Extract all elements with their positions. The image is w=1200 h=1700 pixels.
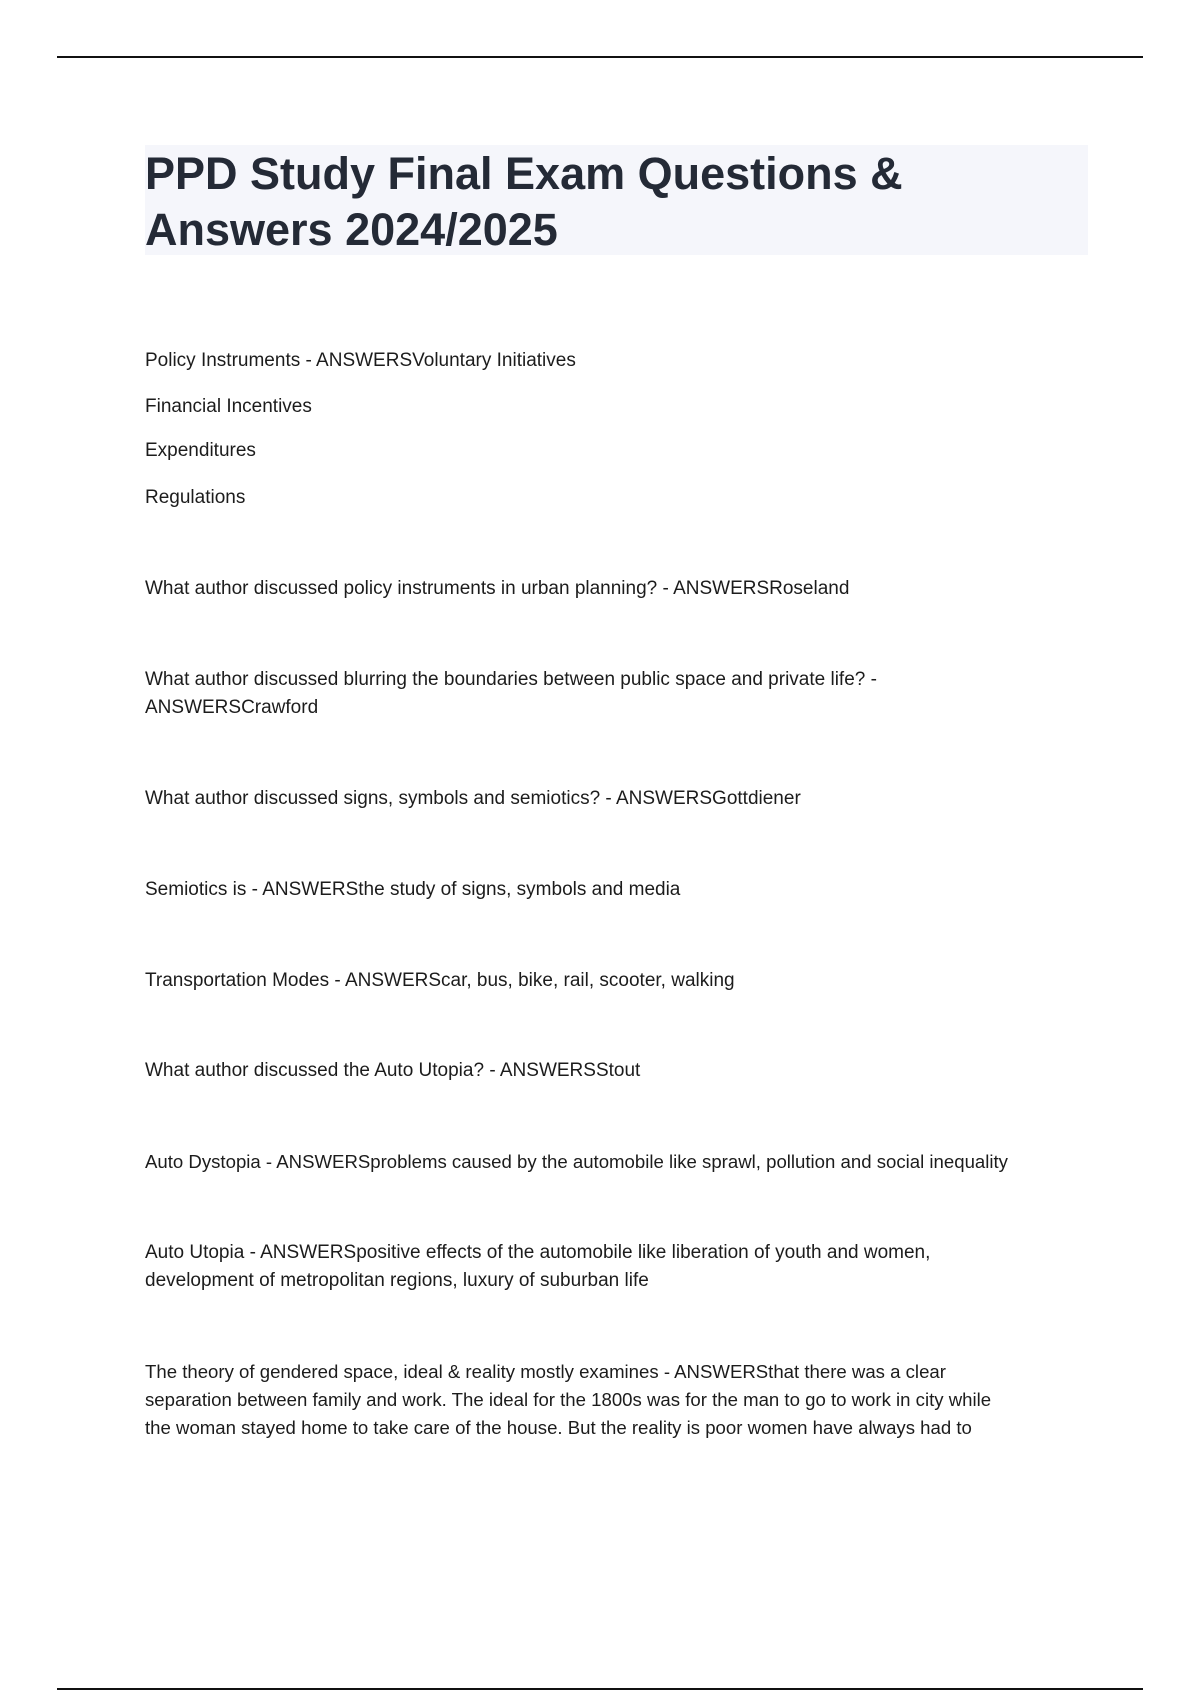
qa-item: What author discussed signs, symbols and semiotics? - ANSWERSGottdiener (145, 788, 801, 809)
qa-line: Auto Utopia - ANSWERSpositive effects of the automobile like liberation of youth and women, (145, 1242, 931, 1263)
qa-line: separation between family and work. The ideal for the 1800s was for the man to go to work in city while (145, 1389, 992, 1410)
qa-line: The theory of gendered space, ideal & reality mostly examines - ANSWERSthat there was a clear (145, 1361, 946, 1382)
qa-item (145, 1239, 1090, 1295)
title-line: Answers 2024/2025 (145, 204, 558, 255)
qa-item (145, 666, 1090, 722)
qa-item: Transportation Modes - ANSWERScar, bus, bike, rail, scooter, walking (145, 970, 735, 991)
footer-rule (57, 1688, 1143, 1690)
qa-item: What author discussed the Auto Utopia? - ANSWERSStout (145, 1060, 641, 1081)
qa-line: the woman stayed home to take care of the house. But the reality is poor women have always had to (145, 1417, 972, 1438)
qa-line: ANSWERSCrawford (145, 697, 319, 718)
qa-answer-line: Financial Incentives (145, 396, 312, 417)
qa-answer-line: Expenditures (145, 440, 256, 461)
page-title (145, 146, 1088, 258)
header-rule (57, 56, 1143, 58)
qa-line: What author discussed blurring the boundaries between public space and private life? - (145, 669, 877, 690)
qa-item: What author discussed policy instruments in urban planning? - ANSWERSRoseland (145, 578, 850, 599)
qa-item: Semiotics is - ANSWERSthe study of signs, symbols and media (145, 879, 681, 900)
qa-question: Policy Instruments - ANSWERSVoluntary Initiatives (145, 350, 576, 371)
qa-item: Auto Dystopia - ANSWERSproblems caused by the automobile like sprawl, pollution and social inequality (145, 1151, 1008, 1172)
qa-item (145, 1358, 1090, 1442)
qa-answer-line: Regulations (145, 487, 246, 508)
title-line: PPD Study Final Exam Questions & (145, 148, 903, 199)
qa-line: development of metropolitan regions, luxury of suburban life (145, 1270, 649, 1291)
